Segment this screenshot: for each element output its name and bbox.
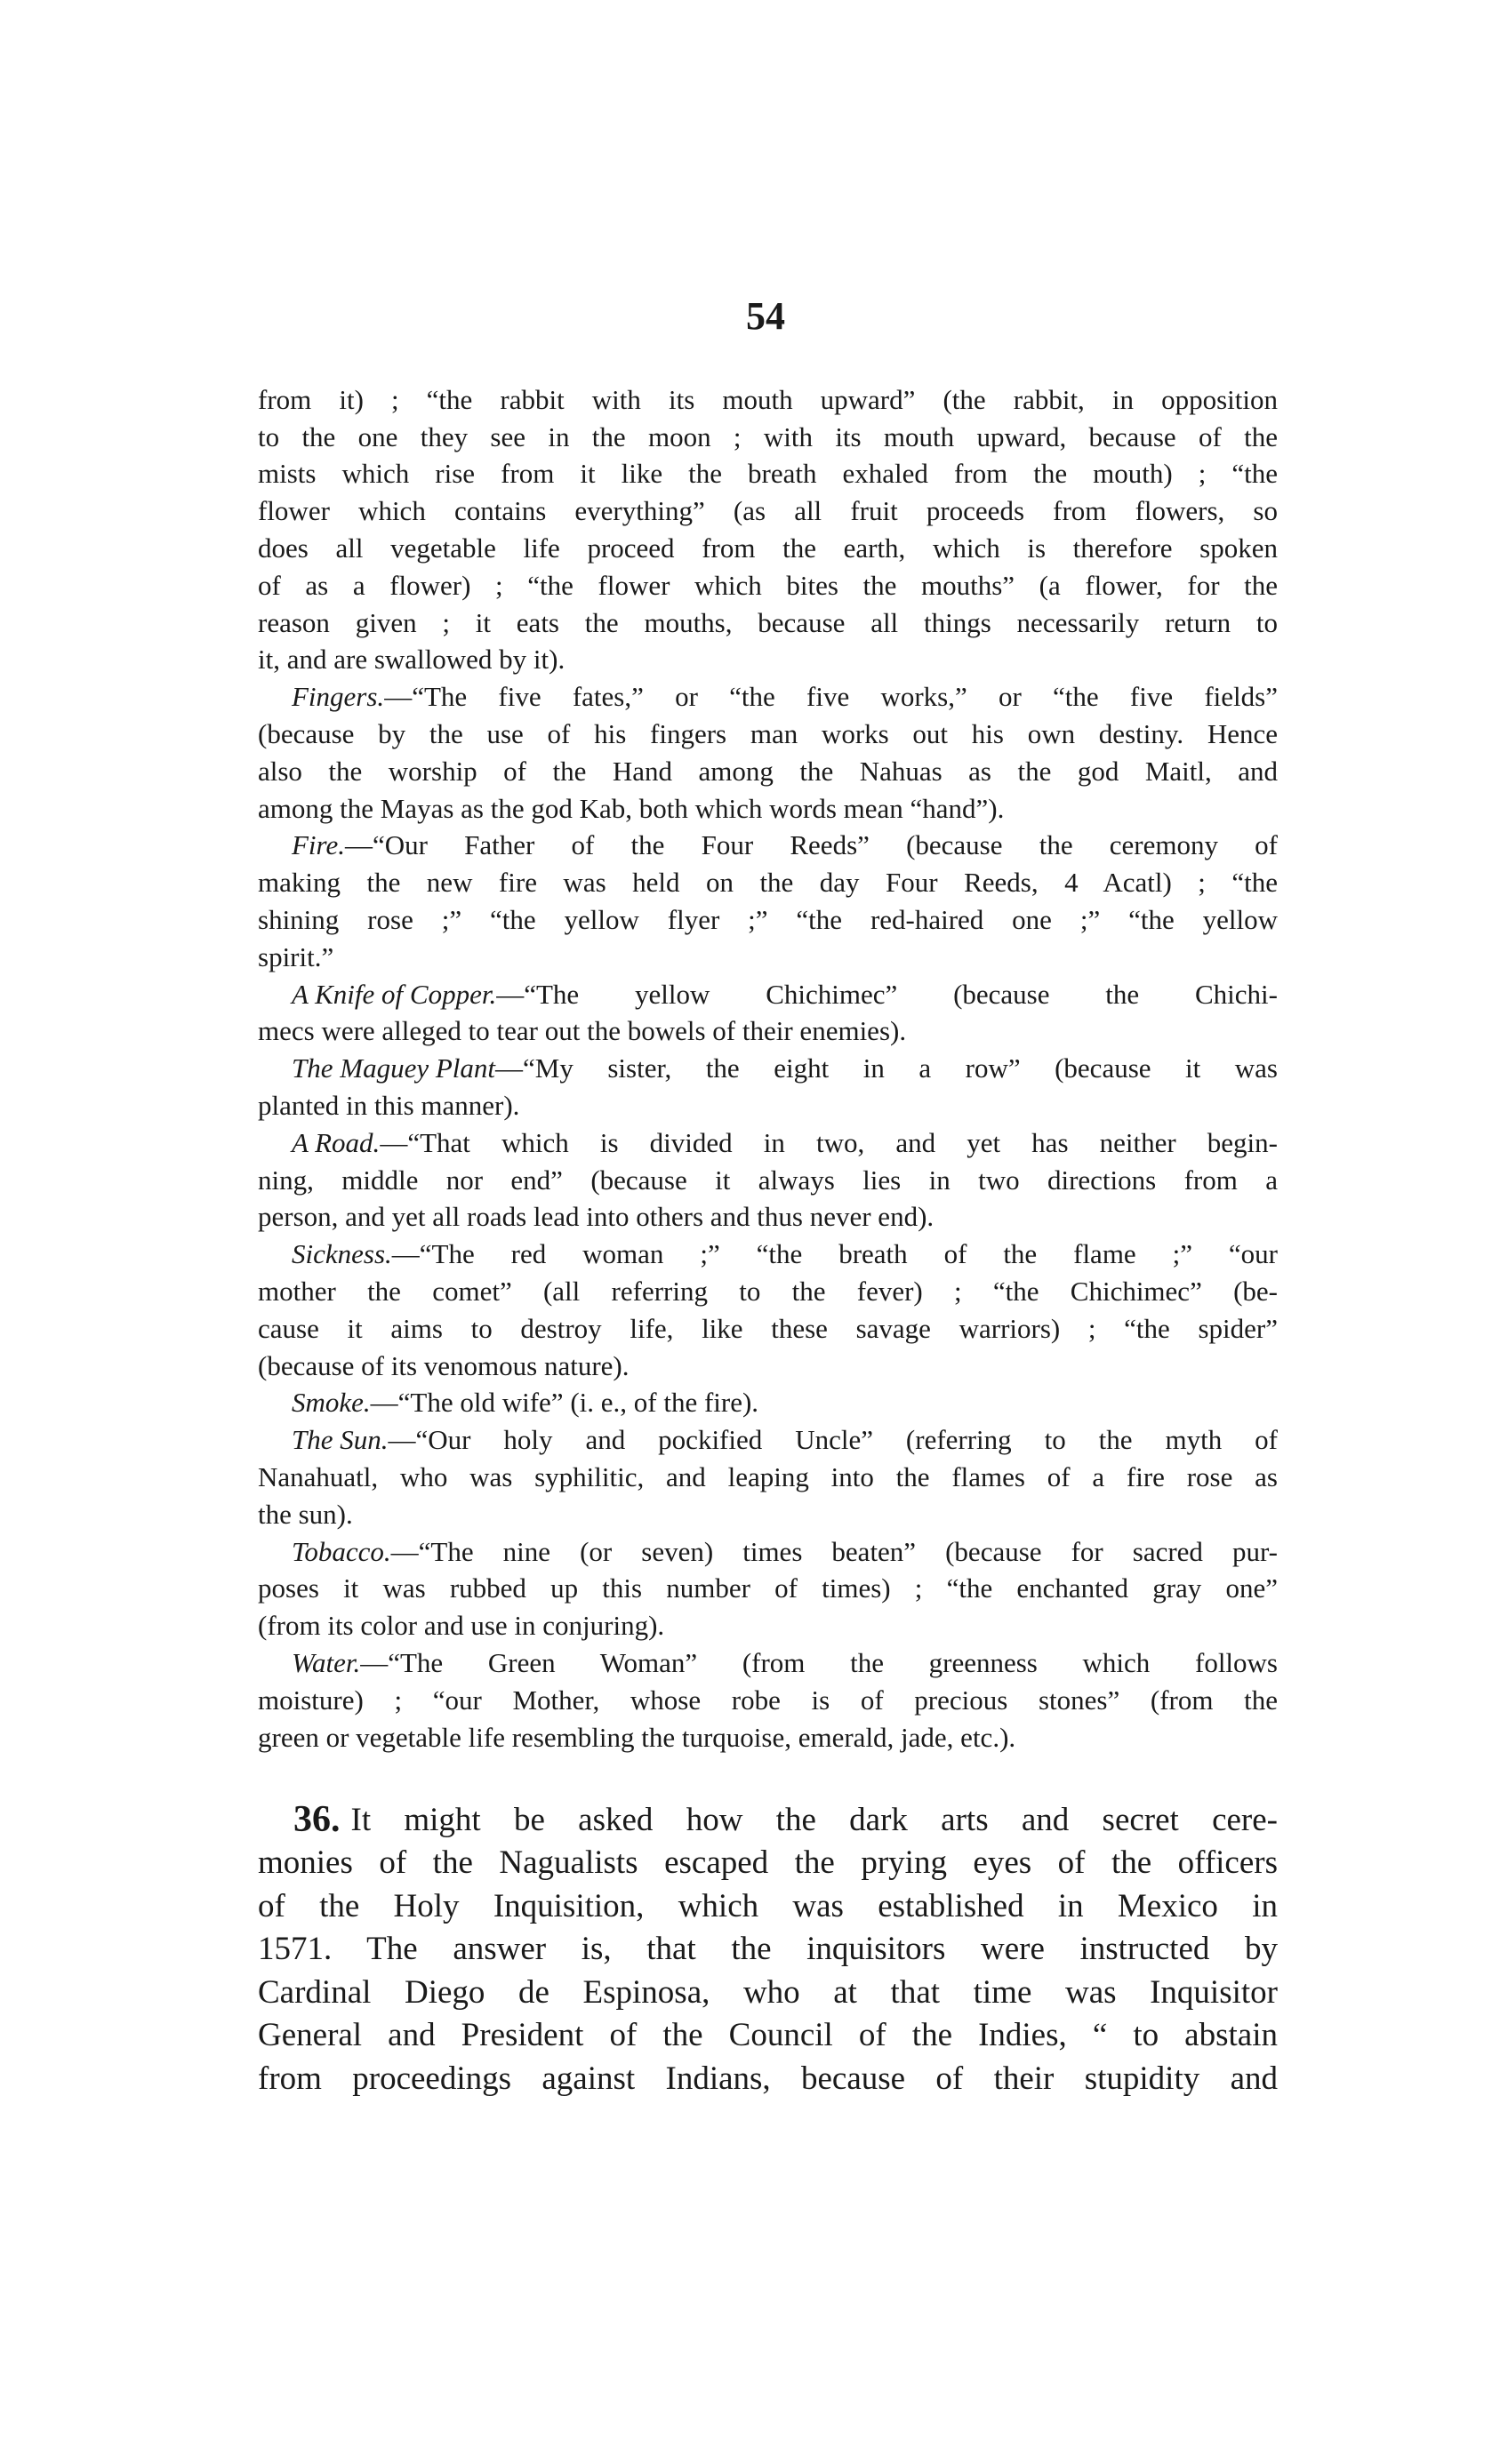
text-line bbox=[258, 716, 1278, 753]
text-line bbox=[258, 419, 1278, 456]
text-line bbox=[258, 456, 1278, 493]
line-text: cause it aims to destroy life, like these savage warriors) ; “the spider” bbox=[258, 1312, 1278, 1344]
line-text: person, and yet all roads lead into others and thus never end). bbox=[258, 1201, 934, 1233]
text-line bbox=[258, 492, 1278, 530]
line-text: mother the comet” (all referring to the fever) ; “the Chichimec” (be- bbox=[258, 1276, 1278, 1308]
entry-term: Fingers. bbox=[292, 681, 385, 713]
text-line bbox=[258, 2057, 1278, 2100]
line-text: General and President of the Council of the Indies, “ to abstain bbox=[258, 2017, 1278, 2054]
line-text: of the Holy Inquisition, which was established in Mexico in bbox=[258, 1887, 1278, 1924]
text-line bbox=[258, 1571, 1278, 1608]
text-line bbox=[293, 1798, 1278, 1842]
text-line bbox=[258, 1310, 1278, 1348]
entry-term: The Maguey Plant bbox=[292, 1052, 496, 1084]
line-text: spirit.” bbox=[258, 940, 334, 972]
text-line bbox=[292, 1533, 1278, 1571]
line-text: planted in this manner). bbox=[258, 1090, 520, 1122]
line-text: (because by the use of his fingers man works out his own destiny. Hence bbox=[258, 718, 1278, 750]
text-line bbox=[258, 864, 1278, 901]
line-text: also the worship of the Hand among the Nahuas as the god Maitl, and bbox=[258, 755, 1278, 787]
line-text: It might be asked how the dark arts and secret cere- bbox=[350, 1801, 1278, 1838]
text-line bbox=[258, 1087, 1278, 1124]
text-line bbox=[292, 1124, 1278, 1162]
text-line bbox=[258, 2014, 1278, 2058]
line-text: Nanahuatl, who was syphilitic, and leaping into the flames of a fire rose as bbox=[258, 1461, 1278, 1493]
text-line bbox=[292, 1644, 1278, 1682]
line-text: reason given ; it eats the mouths, because all things necessarily return to bbox=[258, 606, 1278, 638]
line-text: poses it was rubbed up this number of times) ; “the enchanted gray one” bbox=[258, 1572, 1278, 1604]
line-text: mists which rise from it like the breath exhaled from the mouth) ; “the bbox=[258, 458, 1278, 490]
text-line bbox=[292, 828, 1278, 865]
line-text: —“Our holy and pockified Uncle” (referring to the myth of bbox=[388, 1424, 1278, 1456]
text-line bbox=[258, 1348, 1278, 1385]
line-text: —“The nine (or seven) times beaten” (because for sacred pur- bbox=[390, 1535, 1278, 1567]
line-text: among the Mayas as the god Kab, both which words mean “hand”). bbox=[258, 792, 1005, 824]
line-text: to the one they see in the moon ; with its mouth upward, because of the bbox=[258, 420, 1278, 452]
line-text: —“The yellow Chichimec” (because the Chichi- bbox=[496, 978, 1278, 1010]
line-text: —“Our Father of the Four Reeds” (because the ceremony of bbox=[344, 829, 1278, 861]
page-number: 54 bbox=[746, 294, 785, 338]
line-text: (because of its venomous nature). bbox=[258, 1349, 630, 1381]
line-text: —“The five fates,” or “the five works,” or “the five fields” bbox=[384, 681, 1278, 713]
line-text: monies of the Nagualists escaped the prying eyes of the officers bbox=[258, 1844, 1278, 1882]
entry-term: The Sun. bbox=[292, 1424, 389, 1456]
text-line bbox=[258, 604, 1278, 642]
line-text: it, and are swallowed by it). bbox=[258, 644, 566, 676]
text-line bbox=[292, 1236, 1278, 1273]
entry-term: A Road. bbox=[292, 1126, 381, 1158]
line-text: the sun). bbox=[258, 1498, 353, 1530]
line-text: ning, middle nor end” (because it always lies in two directions from a bbox=[258, 1164, 1278, 1196]
text-line bbox=[258, 530, 1278, 567]
text-line bbox=[258, 1842, 1278, 1885]
line-text: mecs were alleged to tear out the bowels of their enemies). bbox=[258, 1015, 907, 1047]
line-text: —“The red woman ;” “the breath of the flame ;” “our bbox=[391, 1238, 1278, 1270]
text-line bbox=[258, 901, 1278, 939]
text-line bbox=[258, 1199, 1278, 1236]
entry-term: Tobacco. bbox=[292, 1535, 391, 1567]
line-text: (from its color and use in conjuring). bbox=[258, 1610, 665, 1642]
line-text: —“The old wife” (i. e., of the fire). bbox=[370, 1387, 759, 1419]
entry-term: Fire. bbox=[292, 829, 345, 861]
entry-term: A Knife of Copper. bbox=[292, 978, 497, 1010]
line-text: —“That which is divided in two, and yet has neither begin- bbox=[380, 1126, 1278, 1158]
line-text: —“My sister, the eight in a row” (because it was bbox=[495, 1052, 1278, 1084]
line-text: —“The Green Woman” (from the greenness which follows bbox=[360, 1647, 1278, 1679]
section-number: 36. bbox=[293, 1799, 341, 1841]
text-line bbox=[258, 1682, 1278, 1719]
line-text: 1571. The answer is, that the inquisitors were instructed by bbox=[258, 1931, 1278, 1968]
text-line bbox=[258, 939, 1278, 976]
text-line bbox=[258, 753, 1278, 790]
text-line bbox=[258, 1928, 1278, 1972]
line-text: flower which contains everything” (as all fruit proceeds from flowers, so bbox=[258, 495, 1278, 527]
text-line bbox=[258, 1459, 1278, 1496]
text-line bbox=[258, 381, 1278, 419]
line-text: green or vegetable life resembling the turquoise, emerald, jade, etc.). bbox=[258, 1721, 1016, 1753]
line-text: of as a flower) ; “the flower which bites the mouths” (a flower, for the bbox=[258, 569, 1278, 601]
line-text: from it) ; “the rabbit with its mouth upward” (the rabbit, in opposition bbox=[258, 383, 1278, 415]
text-line bbox=[258, 1273, 1278, 1310]
text-line bbox=[258, 1719, 1278, 1756]
text-line bbox=[292, 976, 1278, 1013]
entry-term: Sickness. bbox=[292, 1238, 392, 1270]
line-text: making the new fire was held on the day Four Reeds, 4 Acatl) ; “the bbox=[258, 867, 1278, 899]
entry-term: Smoke. bbox=[292, 1387, 371, 1419]
line-text: from proceedings against Indians, because of their stupidity and bbox=[258, 2060, 1278, 2097]
text-line bbox=[258, 642, 1278, 679]
text-line bbox=[292, 1421, 1278, 1459]
text-line bbox=[258, 1162, 1278, 1199]
text-line bbox=[258, 1971, 1278, 2014]
text-line bbox=[258, 1607, 1278, 1644]
text-line bbox=[258, 1496, 1278, 1533]
text-line bbox=[292, 1385, 1278, 1422]
text-line bbox=[258, 790, 1278, 828]
entry-term: Water. bbox=[292, 1647, 361, 1679]
text-line bbox=[292, 1050, 1278, 1087]
text-line bbox=[258, 1013, 1278, 1051]
line-text: shining rose ;” “the yellow flyer ;” “the red-haired one ;” “the yellow bbox=[258, 904, 1278, 936]
text-line bbox=[258, 567, 1278, 604]
line-text: Cardinal Diego de Espinosa, who at that time was Inquisitor bbox=[258, 1973, 1278, 2011]
text-line bbox=[292, 678, 1278, 716]
line-text: moisture) ; “our Mother, whose robe is of precious stones” (from the bbox=[258, 1684, 1278, 1716]
line-text: does all vegetable life proceed from the earth, which is therefore spoken bbox=[258, 532, 1278, 564]
text-line bbox=[258, 1884, 1278, 1928]
